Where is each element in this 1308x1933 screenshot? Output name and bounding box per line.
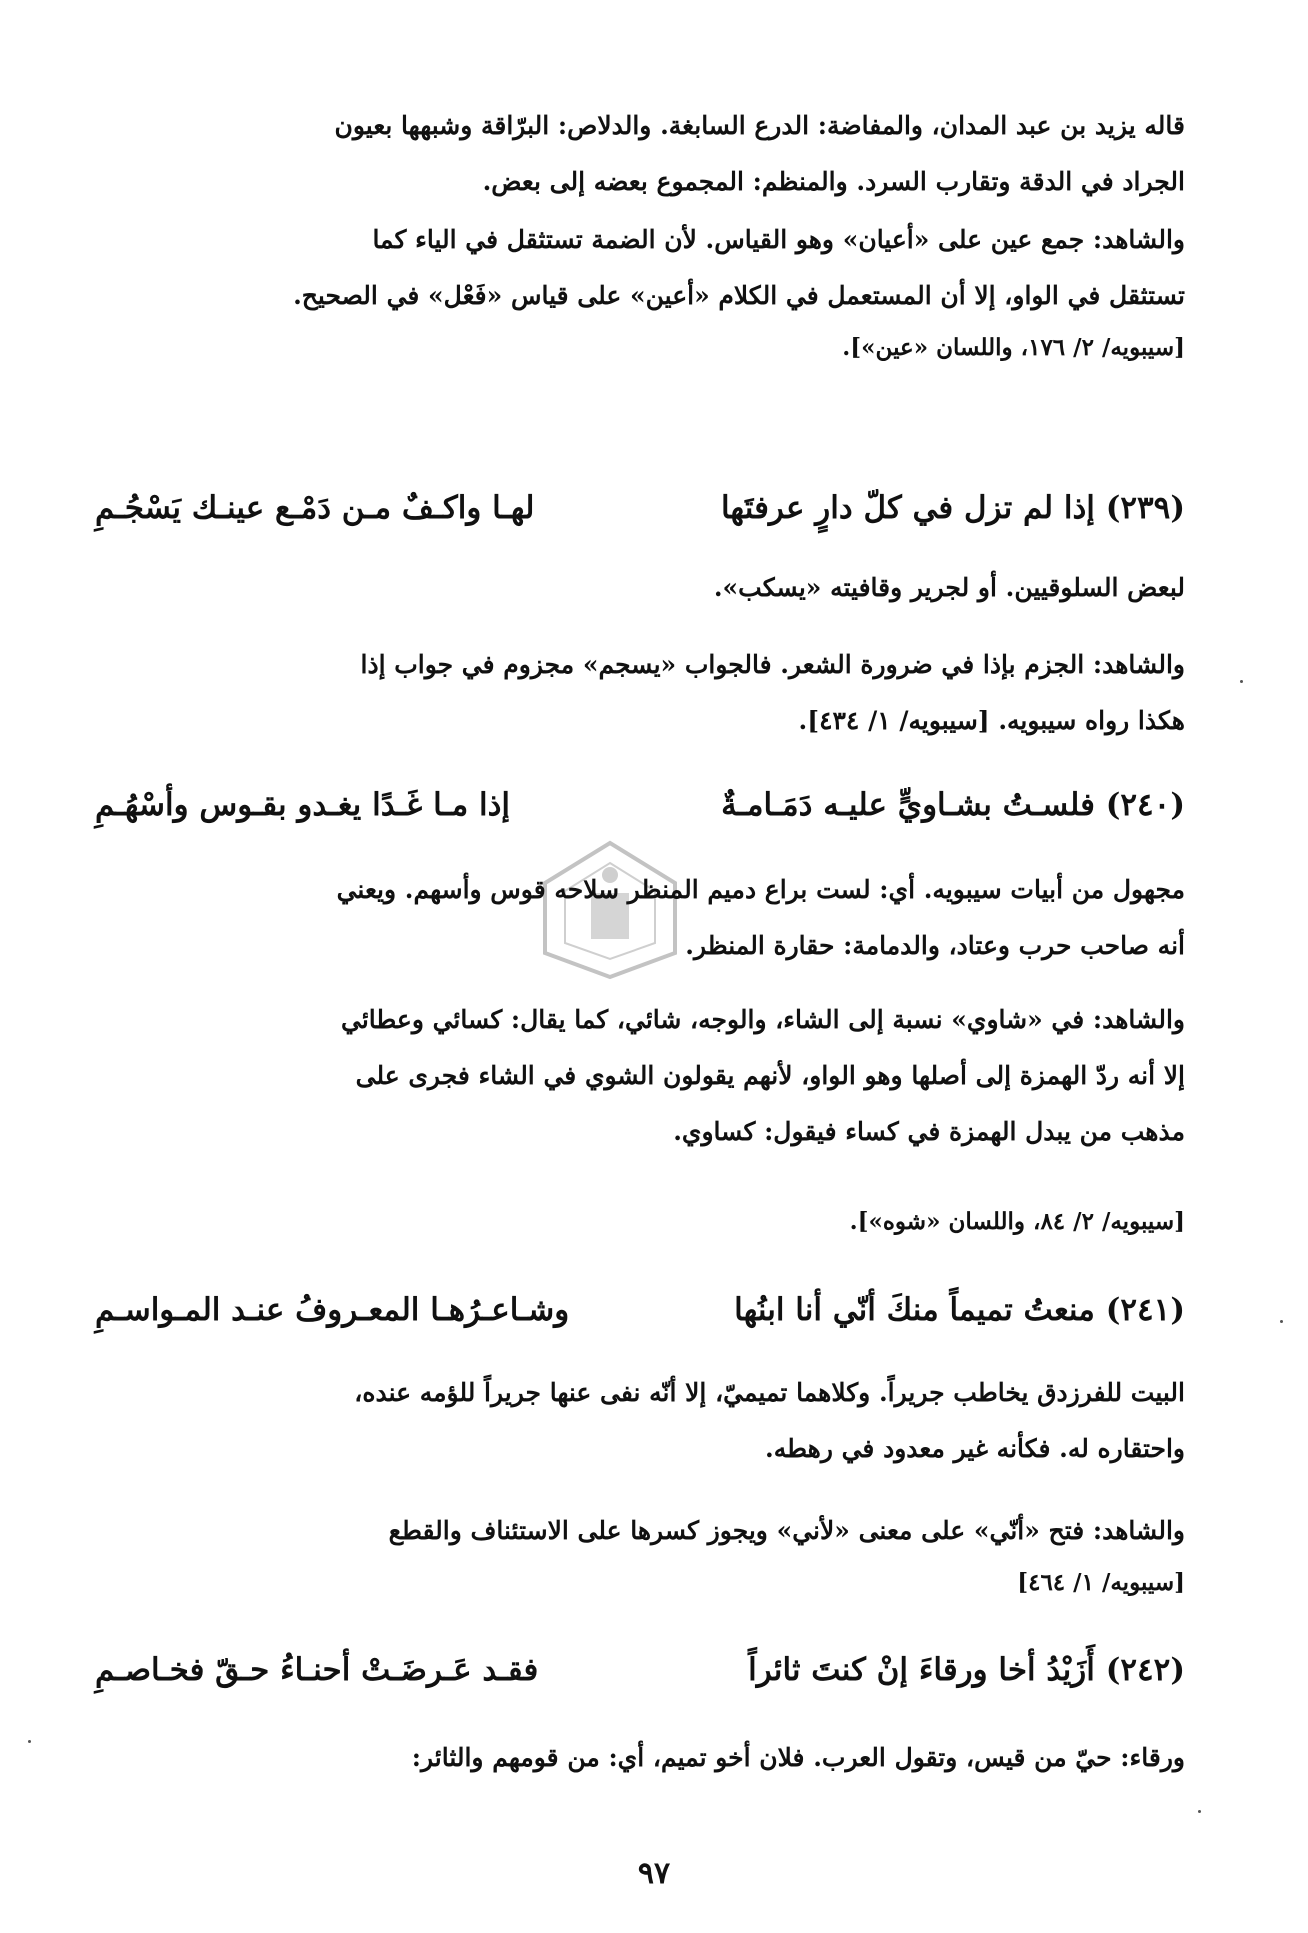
text-line: مذهب من يبدل الهمزة في كساء فيقول: كساوي. bbox=[673, 1117, 1185, 1146]
scan-speck bbox=[1280, 1320, 1283, 1323]
text-line: واحتقاره له. فكأنه غير معدود في رهطه. bbox=[765, 1434, 1185, 1463]
verse-number: (٢٣٩) bbox=[1105, 490, 1185, 526]
paragraph-2 bbox=[95, 212, 1185, 372]
text-line: الجراد في الدقة وتقارب السرد. والمنظم: المجموع بعضه إلى بعض. bbox=[482, 167, 1185, 196]
verse-first-text: منعتُ تميماً منكَ أنّي أنا ابنُها bbox=[734, 1292, 1095, 1328]
verse-second-hemistich: لهـا واكـفٌ مـن دَمْـع عينـك يَسْجُـمِ bbox=[95, 490, 535, 526]
text-line: مجهول من أبيات سيبويه. أي: لست براع دميم المنظر سلاحه قوس وأسهم. ويعني bbox=[336, 875, 1185, 904]
text-line: والشاهد: فتح «أنّي» على معنى «لأني» ويجوز كسرها على الاستئناف والقطع bbox=[388, 1516, 1185, 1545]
text-line: هكذا رواه سيبويه. [سيبويه/ ١/ ٤٣٤]. bbox=[798, 706, 1185, 735]
paragraph-6 bbox=[95, 992, 1185, 1160]
paragraph-4 bbox=[95, 637, 1185, 749]
page-number: ٩٧ bbox=[637, 1856, 671, 1891]
scan-speck bbox=[28, 1740, 31, 1743]
scan-speck bbox=[1240, 680, 1243, 683]
citation-line: [سيبويه/ ٢/ ١٧٦، واللسان «عين»]. bbox=[842, 334, 1185, 361]
text-line: إلا أنه ردّ الهمزة إلى أصلها وهو الواو، لأنهم يقولون الشوي في الشاء فجرى على bbox=[355, 1061, 1185, 1090]
citation-line: [سيبويه/ ١/ ٤٦٤] bbox=[1017, 1569, 1185, 1596]
verse-number: (٢٤٠) bbox=[1105, 787, 1185, 823]
verse-second-hemistich: فقـد عَـرضَـتْ أحنـاءُ حـقّ فخـاصـمِ bbox=[95, 1652, 539, 1688]
paragraph-5 bbox=[95, 862, 1185, 974]
text-line: ورقاء: حيّ من قيس، وتقول العرب. فلان أخو تميم، أي: من قومهم والثائر: bbox=[411, 1743, 1185, 1772]
text-line: أنه صاحب حرب وعتاد، والدمامة: حقارة المنظر. bbox=[685, 931, 1185, 960]
verse-242 bbox=[95, 1640, 1185, 1700]
verse-first-hemistich bbox=[748, 1640, 1185, 1700]
paragraph-8 bbox=[95, 1365, 1185, 1477]
verse-first-hemistich bbox=[721, 478, 1185, 538]
paragraph-10 bbox=[95, 1730, 1185, 1786]
verse-first-hemistich bbox=[734, 1280, 1185, 1340]
verse-first-text: إذا لم تزل في كلّ دارٍ عرفتَها bbox=[720, 490, 1095, 526]
verse-second-hemistich: إذا مـا غَـدًا يغـدو بقـوس وأسْهُـمِ bbox=[95, 787, 511, 823]
scan-speck bbox=[1198, 1810, 1201, 1813]
paragraph-7 bbox=[95, 1198, 1185, 1246]
paragraph-9 bbox=[95, 1503, 1185, 1607]
paragraph-1 bbox=[95, 98, 1185, 210]
verse-239 bbox=[95, 478, 1185, 538]
text-line: والشاهد: الجزم بإذا في ضرورة الشعر. فالجواب «يسجم» مجزوم في جواب إذا bbox=[360, 650, 1185, 679]
text-line: والشاهد: في «شاوي» نسبة إلى الشاء، والوجه، شائي، كما يقال: كسائي وعطائي bbox=[340, 1005, 1185, 1034]
text-line: والشاهد: جمع عين على «أعيان» وهو القياس. لأن الضمة تستثقل في الياء كما bbox=[372, 225, 1185, 254]
verse-first-text: أَزَيْدُ أخا ورقاءَ إنْ كنتَ ثائراً bbox=[748, 1652, 1095, 1688]
text-line: البيت للفرزدق يخاطب جريراً. وكلاهما تميميّ، إلا أنّه نفى عنها جريراً للؤمه عنده، bbox=[354, 1378, 1185, 1407]
text-line: قاله يزيد بن عبد المدان، والمفاضة: الدرع السابغة. والدلاص: البرّاقة وشبهها بعيون bbox=[334, 111, 1185, 140]
verse-first-text: فلسـتُ بشـاويٍّ عليـه دَمَـامـةٌ bbox=[721, 787, 1095, 823]
citation-line: [سيبويه/ ٢/ ٨٤، واللسان «شوه»]. bbox=[849, 1208, 1185, 1235]
verse-241 bbox=[95, 1280, 1185, 1340]
text-line: لبعض السلوقيين. أو لجرير وقافيته «يسكب». bbox=[713, 573, 1185, 602]
verse-240 bbox=[95, 775, 1185, 835]
paragraph-3 bbox=[95, 560, 1185, 616]
text-line: تستثقل في الواو، إلا أن المستعمل في الكلام «أعين» على قياس «فَعْل» في الصحيح. bbox=[293, 281, 1185, 310]
verse-number: (٢٤١) bbox=[1105, 1292, 1185, 1328]
verse-number: (٢٤٢) bbox=[1105, 1652, 1185, 1688]
verse-second-hemistich: وشـاعـرُهـا المعـروفُ عنـد المـواسـمِ bbox=[95, 1292, 570, 1328]
verse-first-hemistich bbox=[721, 775, 1185, 835]
